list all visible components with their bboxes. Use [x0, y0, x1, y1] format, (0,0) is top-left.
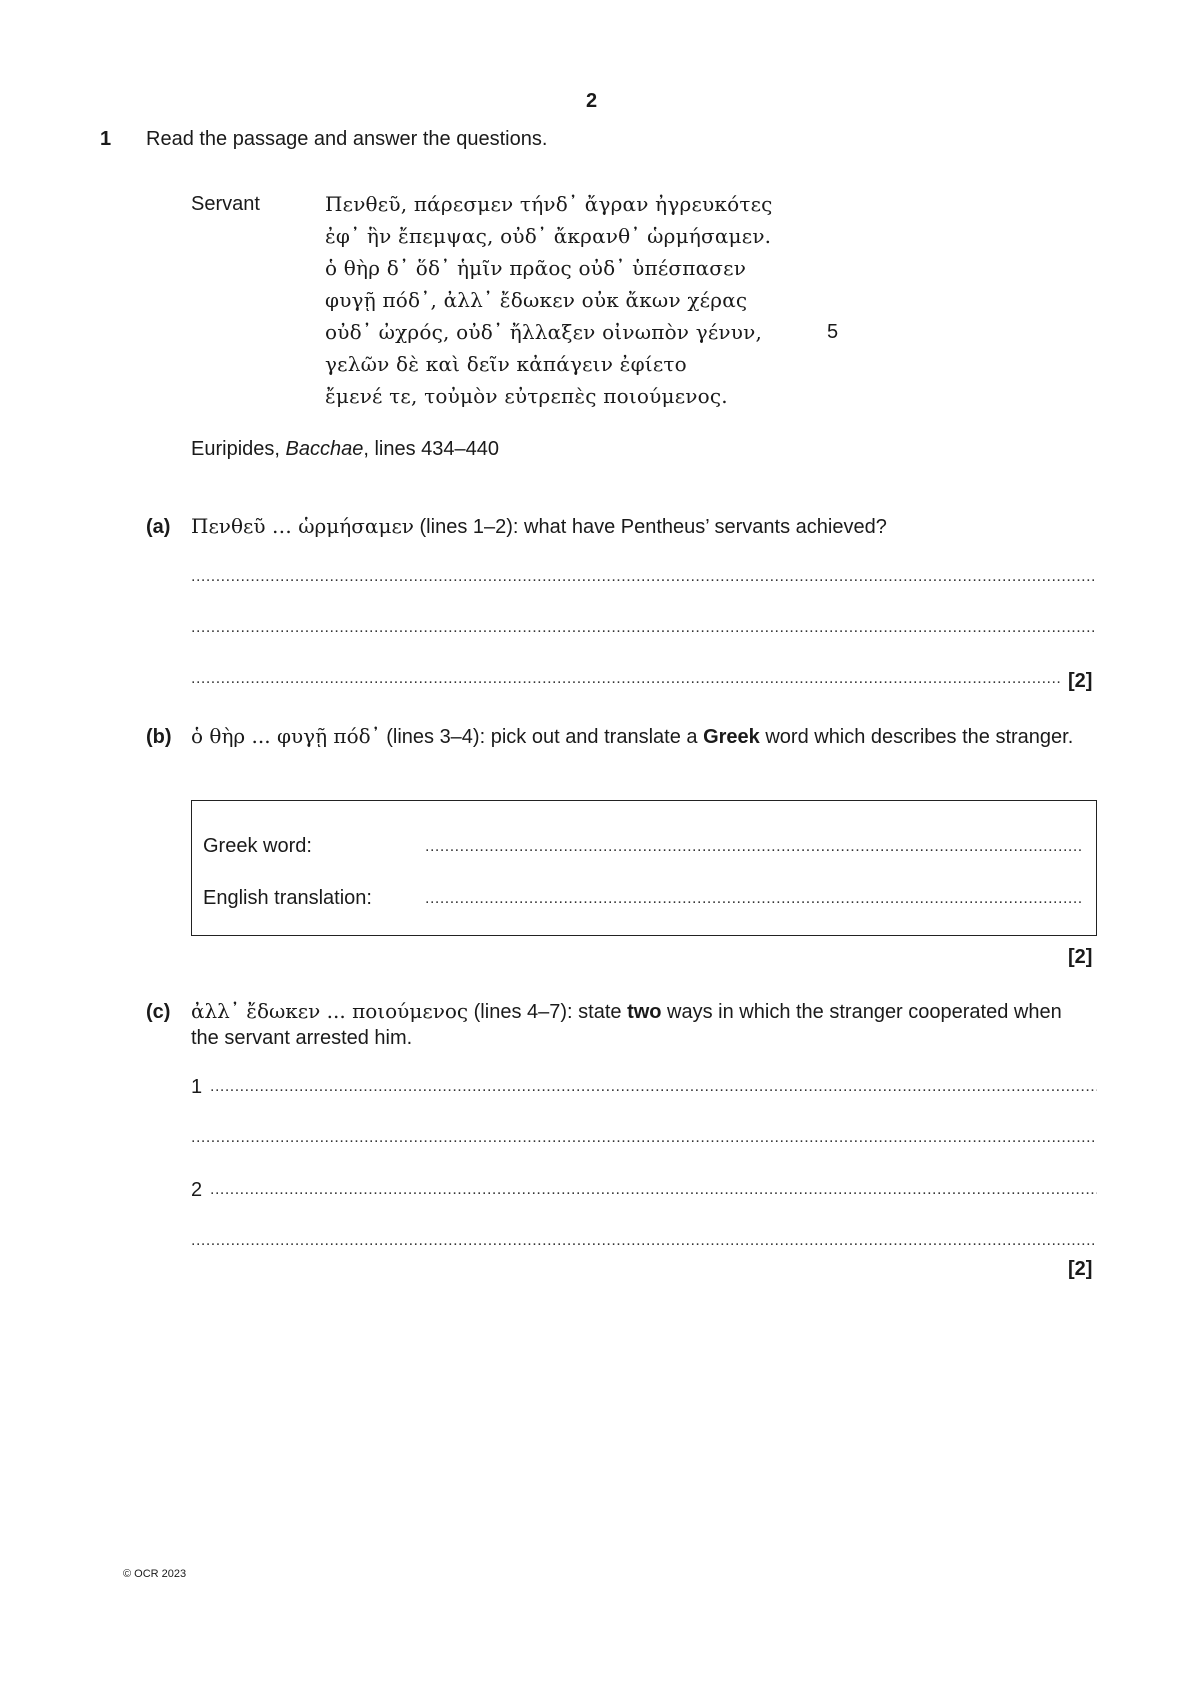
passage-line-6: γελῶν δὲ καὶ δεῖν κἀπάγειν ἐφίετο	[325, 352, 687, 376]
part-a-answer-line-1[interactable]	[191, 568, 1097, 586]
passage-line-5: οὐδ᾽ ὠχρός, οὐδ᾽ ἤλλαξεν οἰνωπὸν γένυν,	[325, 320, 763, 344]
passage-line-7: ἔμενέ τε, τοὐμὸν εὐτρεπὲς ποιούμενος.	[325, 384, 728, 408]
passage-speaker: Servant	[191, 193, 260, 215]
passage-source	[191, 438, 499, 461]
page-number: 2	[586, 90, 598, 112]
passage-line-4: φυγῇ πόδ᾽, ἀλλ᾽ ἔδωκεν οὐκ ἄκων χέρας	[325, 288, 748, 312]
source-lines: , lines 434–440	[363, 438, 500, 460]
passage-line-2: ἐφ᾽ ἣν ἔπεμψας, οὐδ᾽ ἄκρανθ᾽ ὡρμήσαμεν.	[325, 224, 772, 248]
part-b-answer-box	[191, 800, 1097, 936]
part-c-bold: two	[627, 1001, 662, 1023]
source-title: Bacchae	[285, 438, 364, 460]
part-c-answer-1-line-2[interactable]	[191, 1129, 1097, 1147]
passage-line-1: Πενθεῦ, πάρεσμεν τήνδ᾽ ἄγραν ἠγρευκότες	[325, 192, 773, 216]
part-a-text: (lines 1–2): what have Pentheus’ servants achieved?	[413, 516, 887, 538]
line-number-marker: 5	[827, 321, 839, 343]
greek-word-field[interactable]	[425, 838, 1083, 856]
part-b-text-after: word which describes the stranger.	[759, 726, 1074, 748]
part-c-answer-2-line-2[interactable]	[191, 1232, 1097, 1250]
part-c-question	[191, 998, 1091, 1051]
part-c-answer-1-line-1[interactable]	[210, 1078, 1097, 1096]
copyright-footer: © OCR 2023	[123, 1568, 187, 1580]
part-c-answer-1-label: 1	[191, 1076, 203, 1098]
part-a-question	[191, 513, 1091, 540]
part-b-marks: [2]	[1068, 946, 1093, 968]
part-a-marks: [2]	[1068, 670, 1093, 692]
part-c-text-before: (lines 4–7): state	[468, 1001, 628, 1023]
part-c-marks: [2]	[1068, 1258, 1093, 1280]
english-translation-label: English translation:	[203, 887, 372, 909]
question-number: 1	[100, 128, 112, 150]
part-a-answer-line-2[interactable]	[191, 619, 1097, 637]
part-c-answer-2-line-1[interactable]	[210, 1181, 1097, 1199]
part-b-greek: ὁ θὴρ ... φυγῇ πόδ᾽	[191, 724, 381, 748]
part-c-answer-2-label: 2	[191, 1179, 203, 1201]
part-b-text-before: (lines 3–4): pick out and translate a	[380, 726, 704, 748]
part-c-text-after: ways in which the stranger cooperated when the servant arrested him.	[191, 1001, 1062, 1049]
part-b-question	[191, 723, 1091, 750]
question-instruction: Read the passage and answer the questions.	[146, 128, 548, 150]
passage-line-3: ὁ θὴρ δ᾽ ὅδ᾽ ἡμῖν πρᾶος οὐδ᾽ ὑπέσπασεν	[325, 256, 747, 280]
part-a-answer-line-3[interactable]	[191, 670, 1061, 688]
part-a-greek: Πενθεῦ … ὡρμήσαμεν	[191, 514, 414, 538]
part-b-bold: Greek	[703, 726, 760, 748]
english-translation-field[interactable]	[425, 890, 1083, 908]
part-c-greek: ἀλλ᾽ ἔδωκεν ... ποιούμενος	[191, 999, 469, 1023]
part-c-label: (c)	[146, 1001, 171, 1023]
source-author: Euripides,	[191, 438, 286, 460]
greek-word-label: Greek word:	[203, 835, 312, 857]
part-a-label: (a)	[146, 516, 171, 538]
part-b-label: (b)	[146, 726, 172, 748]
